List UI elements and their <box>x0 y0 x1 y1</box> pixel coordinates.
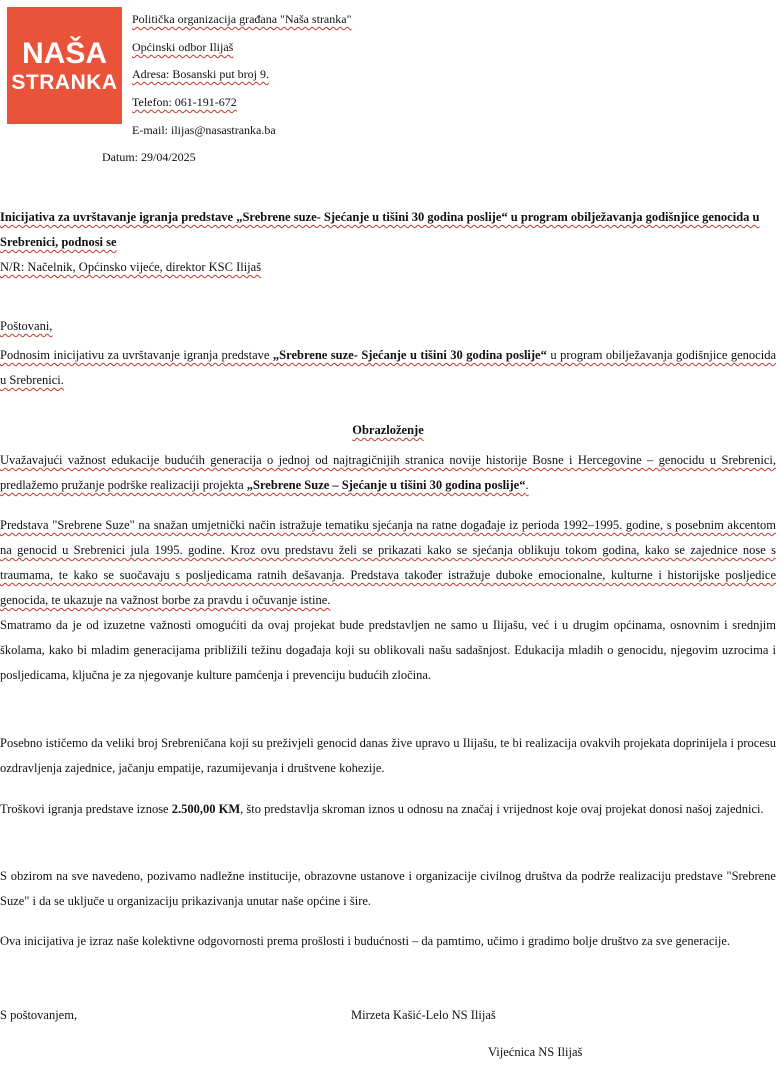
paragraph-3: Smatramo da je od izuzetne važnosti omogućiti da ovaj projekat bude predstavljen ne samo u Ilijašu, već i u drugim općinama, osnovnim i srednjim školama, kako bi mladim generacijama približili težinu događaja koji su oblikovali našu sadašnjost. Edukacija mladih o genocidu, njegovim uzrocima i posljedicama, ključna je za njegovanje kulture pamćenja i prevenciju budućih zločina. <box>0 618 776 682</box>
header-address: Adresa: Bosanski put broj 9. <box>132 67 269 81</box>
intro-text-after: u program obilježavanja godišnjice genocida u Srebrenici. <box>0 348 777 387</box>
p1-text-before: Uvažavajući važnost edukacije budućih generacija o jednoj od najtragičnijih stranica novije historije Bosne i Hercegovine – genocidu u Srebrenici, predlažemo pružanje podrške realizaciji projekta <box>0 453 776 492</box>
signer-name: Mirzeta Kašić-Lelo NS Ilijaš <box>351 1008 496 1022</box>
intro-play-title: „Srebrene suze- Sjećanje u tišini 30 godina poslije“ <box>272 348 547 362</box>
header-email: E-mail: ilijas@nasastranka.ba <box>132 123 276 137</box>
p5-text-after: , što predstavlja skroman iznos u odnosu na značaj i vrijednost koje ovaj projekat donosi našoj zajednici. <box>240 802 764 816</box>
intro-paragraph <box>0 343 776 393</box>
recipient-line: N/R: Načelnik, Općinsko vijeće, direktor KSC Ilijaš <box>0 260 262 274</box>
header-committee: Općinski odbor Ilijaš <box>132 40 234 54</box>
p5-text-before: Troškovi igranja predstave iznose <box>0 802 172 816</box>
document-title: Inicijativa za uvrštavanje igranja predstave „Srebrene suze- Sjećanje u tišini 30 godina poslije“ u program obilježavanja godišnjice genocida u Srebrenici, podnosi se <box>0 210 760 249</box>
closing: S poštovanjem, <box>0 1008 78 1022</box>
logo-line-2: STRANKA <box>11 70 118 94</box>
paragraph-6: S obzirom na sve navedeno, pozivamo nadležne institucije, obrazovne ustanove i organizacije civilnog društva da podrže realizaciju predstave "Srebrene Suze" i da se uključe u organizaciju prikazivanja unutar naše općine i šire. <box>0 869 776 908</box>
paragraph-4: Posebno ističemo da veliki broj Srebreničana koji su preživjeli genocid danas žive upravo u Ilijašu, te bi realizacija ovakvih projekata doprinijela i procesu ozdravljenja zajednice, jačanju empatije, razumijevanja i društvene kohezije. <box>0 736 776 775</box>
p5-cost: 2.500,00 KM <box>171 802 241 816</box>
header-phone: Telefon: 061-191-672 <box>132 95 237 109</box>
paragraph-1 <box>0 448 776 498</box>
intro-text-before: Podnosim inicijativu za uvrštavanje igranja predstave <box>0 348 273 362</box>
signer-title: Vijećnica NS Ilijaš <box>488 1045 583 1059</box>
p1-text-after: . <box>525 478 529 492</box>
paragraph-2: Predstava "Srebrene Suze" na snažan umjetnički način istražuje tematiku sjećanja na ratne događaje iz perioda 1992–1995. godine, s posebnim akcentom na genocid u Srebrenici jula 1995. godine. Kroz ovu predstavu želi se prikazati kako se sjećanja oblikuju tokom godina, kako se zajednice nose s traumama, te kako se suočavaju s posljedicama ratnih dešavanja. Predstava također istražuje duboke emocionalne, kulturne i historijske posljedice genocida, te ukazuje na važnost borbe za pravdu i očuvanje istine. <box>0 518 776 607</box>
section-heading: Obrazloženje <box>352 423 424 437</box>
greeting: Poštovani, <box>0 319 53 333</box>
p1-project-title: „Srebrene Suze – Sjećanje u tišini 30 godina poslije“ <box>246 478 526 492</box>
paragraph-7: Ova inicijativa je izraz naše kolektivne odgovornosti prema prošlosti i budućnosti – da pamtimo, učimo i gradimo bolje društvo za sve generacije. <box>0 934 731 948</box>
paragraph-5 <box>0 797 776 822</box>
party-logo <box>7 7 122 124</box>
header-org: Politička organizacija građana "Naša stranka" <box>132 12 352 26</box>
document-date: Datum: 29/04/2025 <box>102 150 196 164</box>
logo-line-1: NAŠA <box>21 36 107 70</box>
